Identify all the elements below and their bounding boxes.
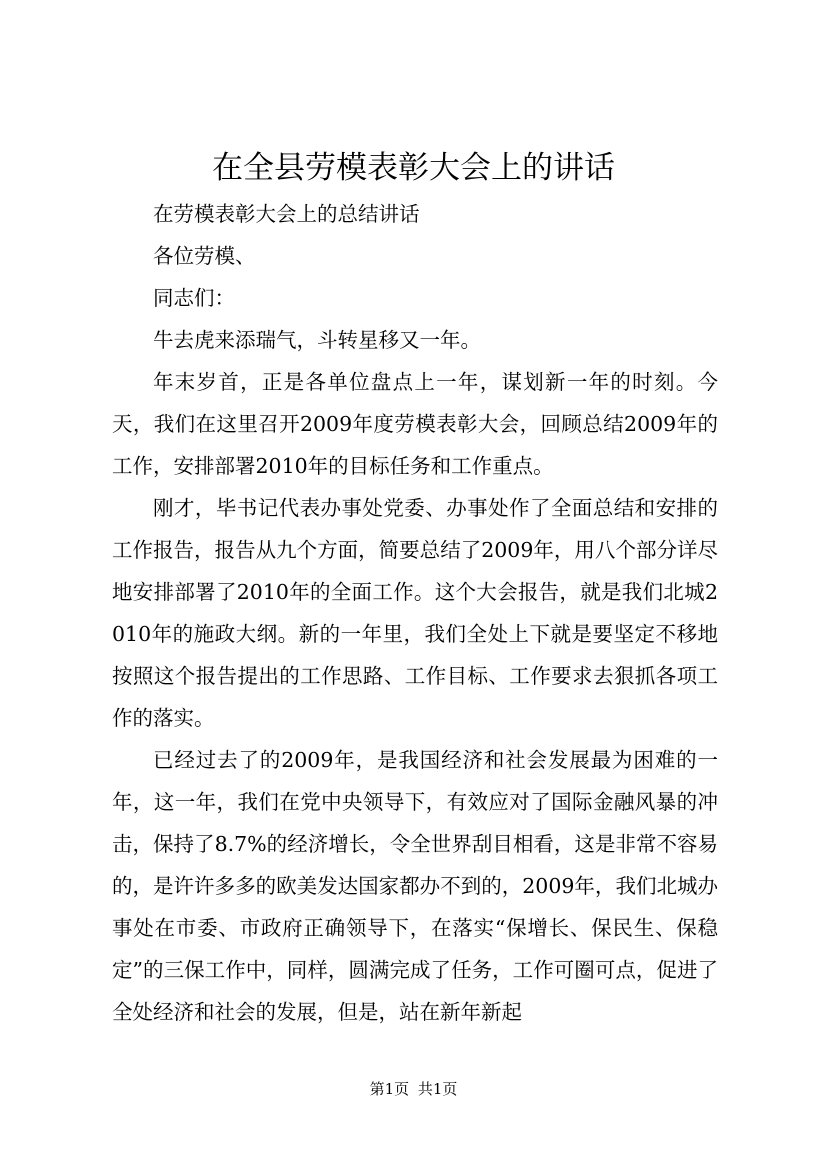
paragraph-opening: 牛去虎来添瑞气，斗转星移又一年。 (153, 328, 481, 352)
paragraph-salutation-2: 同志们： (153, 286, 235, 310)
paragraph-salutation-1: 各位劳模、 (153, 244, 256, 268)
page-total: 共1页 (417, 1080, 458, 1098)
paragraph-subtitle: 在劳模表彰大会上的总结讲话 (153, 202, 420, 226)
document-title: 在全县劳模表彰大会上的讲话 (212, 150, 615, 186)
paragraph-intro: 年末岁首，正是各单位盘点上一年，谋划新一年的时刻。今天，我们在这里召开2009年度劳模表彰大会，回顾总结2009年的工作，安排部署2010年的目标任务和工作重点。 (112, 370, 718, 478)
paragraph-review: 已经过去了的2009年，是我国经济和社会发展最为困难的一年，这一年，我们在党中央领导下，有效应对了国际金融风暴的冲击，保持了8.7%的经济增长，令全世界刮目相看，这是非常不容易的，是许许多多的欧美发达国家都办不到的，2009年，我们北城办事处在市委、市政府正确领导下，在落实“保增长、保民生、保稳定”的三保工作中，同样，圆满完成了任务，工作可圈可点，促进了全处经济和社会的发展，但是，站在新年新起 (112, 748, 718, 1024)
paragraph-report: 刚才，毕书记代表办事处党委、办事处作了全面总结和安排的工作报告，报告从九个方面，简要总结了2009年，用八个部分详尽地安排部署了2010年的全面工作。这个大会报告，就是我们北城2010年的施政大纲。新的一年里，我们全处上下就是要坚定不移地按照这个报告提出的工作思路、工作目标、工作要求去狠抓各项工作的落实。 (112, 496, 718, 730)
page-number: 第1页 (369, 1080, 410, 1098)
document-body (112, 193, 718, 1033)
page-footer (0, 1078, 827, 1100)
